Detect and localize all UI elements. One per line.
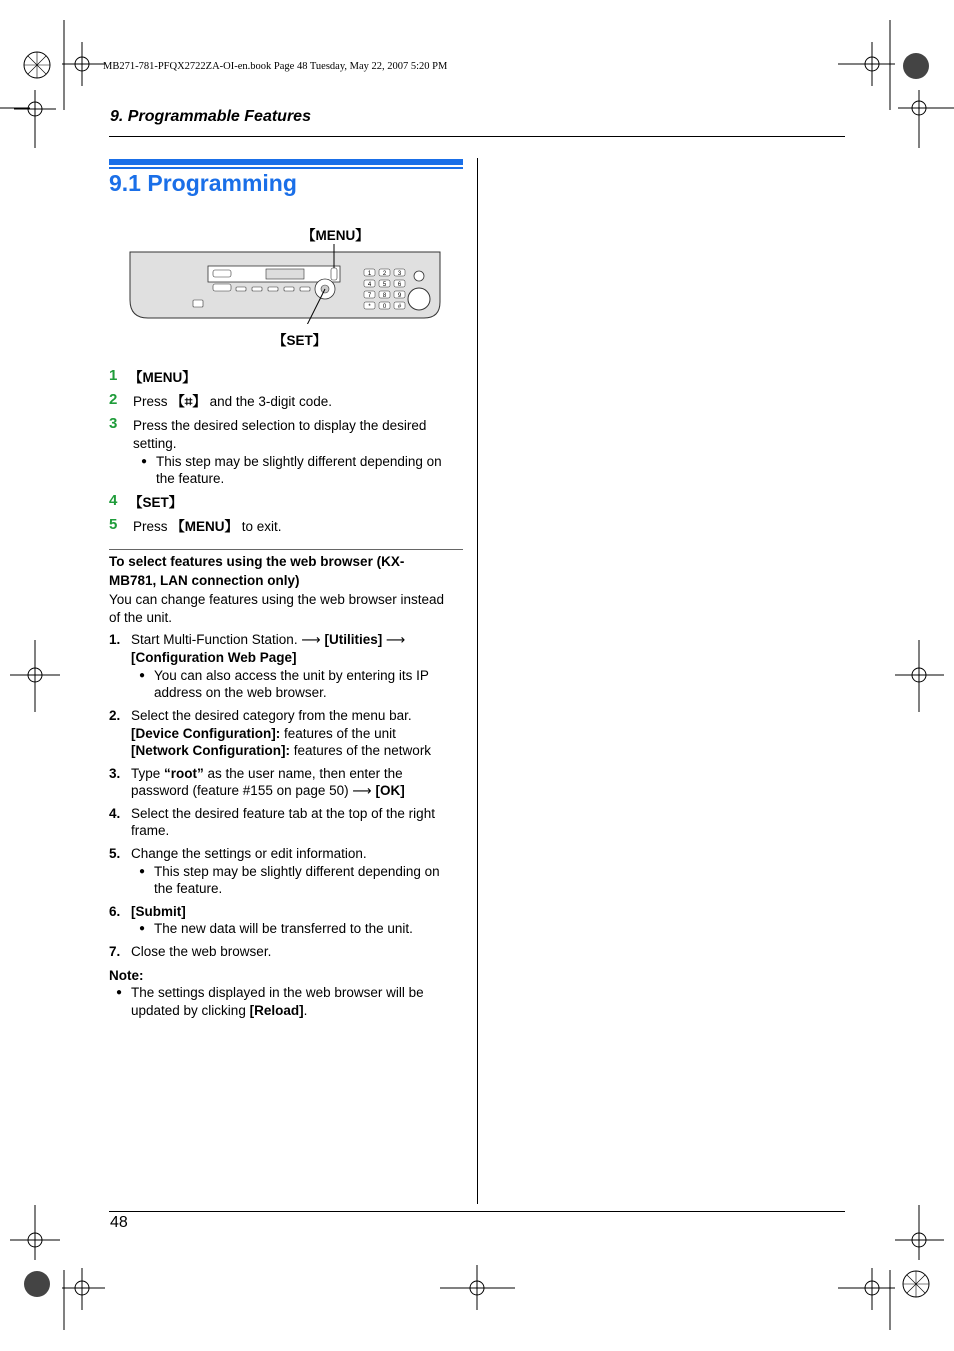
keypad-key-label: 1 [367, 271, 372, 277]
web-item-6-key: [Submit] [131, 904, 186, 919]
keypad-key-label: # [397, 304, 402, 310]
step-number: 5 [109, 516, 118, 533]
web-item-4-line2: frame. [131, 823, 170, 838]
web-heading-line1: To select features using the web browser (KX- [109, 554, 405, 569]
bullet-icon: ● [139, 923, 146, 934]
keypad-key-label: 4 [367, 282, 372, 288]
step-3-bullet-line1: This step may be slightly different depending on [156, 454, 442, 469]
panel-button-left-1 [213, 270, 231, 277]
step-4-key: 【SET】 [129, 495, 183, 510]
web-item-6-bullet1: The new data will be transferred to the unit. [154, 921, 413, 936]
web-heading-line2: MB781, LAN connection only) [109, 573, 300, 588]
web-item-number: 6. [109, 904, 121, 919]
step-3-line1: Press the desired selection to display the desired [133, 418, 427, 433]
web-item-1-bullet1: You can also access the unit by entering its IP [154, 668, 429, 683]
web-item-number: 5. [109, 846, 121, 861]
menu-button [331, 268, 337, 280]
keypad-key-label: 5 [382, 282, 387, 288]
panel-button-left-2 [213, 284, 231, 291]
bullet-icon: ● [139, 866, 146, 877]
web-item-7-line1: Close the web browser. [131, 944, 272, 959]
web-item-number: 1. [109, 632, 121, 647]
bullet-icon: ● [141, 456, 148, 467]
panel-button-left-3 [193, 300, 203, 307]
step-2-text: Press 【⌗】 and the 3-digit code. [133, 394, 332, 409]
step-3-bullet-line2: the feature. [156, 471, 225, 486]
section-title: 9. Programmable Features [110, 108, 311, 125]
web-intro-line1: You can change features using the web browser instead [109, 592, 444, 607]
section-rule [109, 549, 463, 550]
web-item-5-bullet2: the feature. [154, 881, 223, 896]
web-item-5-bullet1: This step may be slightly different depending on [154, 864, 440, 879]
start-button-large [408, 288, 430, 310]
keypad-key-label: 2 [382, 271, 387, 277]
web-item-number: 4. [109, 806, 121, 821]
web-item-1-bullet2: address on the web browser. [154, 685, 327, 700]
web-item-2-line3: [Network Configuration]: features of the network [131, 743, 432, 758]
web-item-2-line1: Select the desired category from the menu bar. [131, 708, 412, 723]
web-item-number: 7. [109, 944, 121, 959]
keypad-key-label: 0 [382, 304, 387, 310]
panel-display [266, 269, 304, 279]
web-item-2-line2: [Device Configuration]: features of the unit [131, 726, 396, 741]
web-intro-line2: of the unit. [109, 610, 173, 625]
heading-bar-thin [109, 167, 463, 169]
keypad-key-label: 3 [397, 271, 402, 277]
web-item-1-line1: Start Multi-Function Station. ⟶ [Utilities] ⟶ [131, 632, 406, 647]
heading-bar [109, 159, 463, 165]
web-item-number: 3. [109, 766, 121, 781]
keypad-key-label: 6 [397, 282, 402, 288]
web-item-3-line1: Type “root” as the user name, then enter the [131, 766, 403, 781]
set-callout: 【SET】 [273, 333, 327, 348]
web-item-1-line2: [Configuration Web Page] [131, 650, 297, 665]
step-5-text: Press 【MENU】 to exit. [133, 519, 282, 534]
step-1-key: 【MENU】 [129, 370, 196, 385]
step-3-line2: setting. [133, 436, 177, 451]
step-number: 3 [109, 415, 118, 432]
page-heading: 9.1 Programming [109, 170, 297, 196]
page-number: 48 [110, 1214, 128, 1231]
step-number: 1 [109, 367, 118, 384]
note-line2: updated by clicking [Reload]. [131, 1003, 308, 1018]
keypad-key-label: * [368, 304, 371, 310]
bullet-icon: ● [139, 670, 146, 681]
keypad-key-label: 7 [367, 293, 372, 299]
note-line1: The settings displayed in the web browser will be [131, 985, 424, 1000]
web-item-4-line1: Select the desired feature tab at the top of the right [131, 806, 435, 821]
keypad-key-label: 9 [397, 293, 402, 299]
footer-rule [109, 1211, 845, 1212]
menu-callout: 【MENU】 [302, 228, 369, 243]
header-rule [109, 136, 845, 137]
web-item-5-line1: Change the settings or edit information. [131, 846, 367, 861]
keypad-key-label: 8 [382, 293, 387, 299]
column-divider [477, 158, 478, 1204]
web-item-3-line2: password (feature #155 on page 50) ⟶ [OK] [131, 783, 405, 798]
web-item-number: 2. [109, 708, 121, 723]
print-info: MB271-781-PFQX2722ZA-OI-en.book Page 48 Tuesday, May 22, 2007 5:20 PM [103, 61, 448, 72]
bullet-icon: ● [116, 987, 123, 998]
note-label: Note: [109, 968, 144, 983]
start-button-small [414, 271, 424, 281]
step-number: 2 [109, 391, 118, 408]
step-number: 4 [109, 492, 118, 509]
fax-control-panel-illustration [128, 244, 448, 324]
